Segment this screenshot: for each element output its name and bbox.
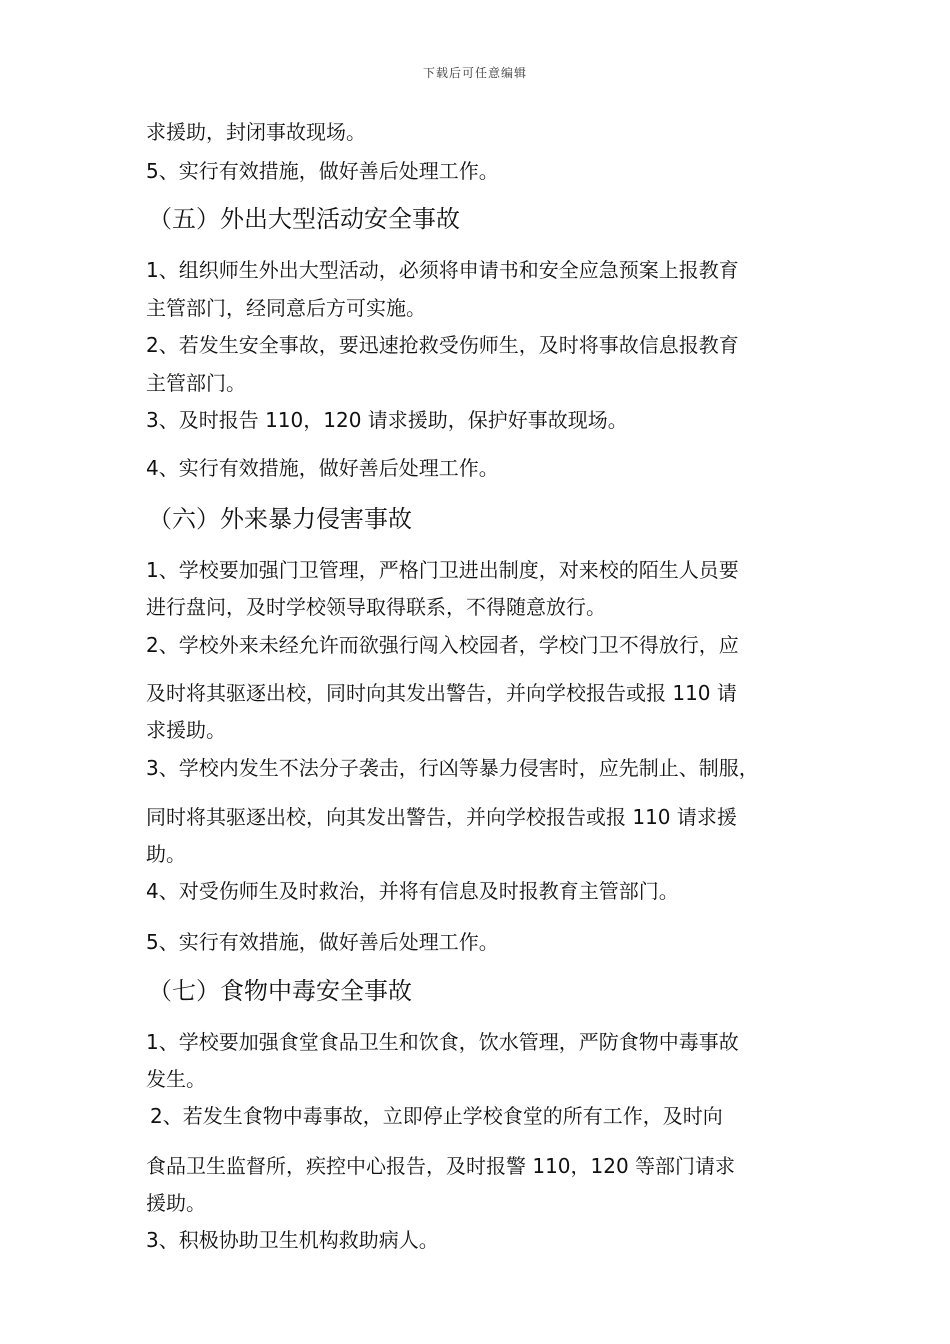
body-line: 3、学校内发生不法分子袭击，行凶等暴力侵害时，应先制止、制服， — [146, 756, 759, 780]
body-line: 5、实行有效措施，做好善后处理工作。 — [146, 930, 499, 954]
body-line: 发生。 — [146, 1067, 206, 1091]
body-line: 援助。 — [146, 1191, 206, 1215]
body-line: 4、实行有效措施，做好善后处理工作。 — [146, 456, 499, 480]
body-line: 求援助，封闭事故现场。 — [146, 120, 366, 144]
body-line: 进行盘问，及时学校领导取得联系，不得随意放行。 — [146, 595, 606, 619]
body-line: 3、及时报告 110，120 请求援助，保护好事故现场。 — [146, 408, 628, 432]
body-line: 1、学校要加强门卫管理，严格门卫进出制度，对来校的陌生人员要 — [146, 558, 739, 582]
body-line: 2、若发生食物中毒事故，立即停止学校食堂的所有工作，及时向 — [150, 1104, 723, 1128]
body-line: 食品卫生监督所，疾控中心报告，及时报警 110，120 等部门请求 — [146, 1154, 736, 1178]
body-line: 1、学校要加强食堂食品卫生和饮食，饮水管理，严防食物中毒事故 — [146, 1030, 739, 1054]
body-line: 求援助。 — [146, 718, 226, 742]
body-line: 4、对受伤师生及时救治，并将有信息及时报教育主管部门。 — [146, 879, 679, 903]
body-line: 2、若发生安全事故，要迅速抢救受伤师生，及时将事故信息报教育 — [146, 333, 739, 357]
body-line: 主管部门，经同意后方可实施。 — [146, 296, 426, 320]
section-heading-7: （七）食物中毒安全事故 — [148, 977, 412, 1005]
body-line: 5、实行有效措施，做好善后处理工作。 — [146, 159, 499, 183]
body-line: 1、组织师生外出大型活动，必须将申请书和安全应急预案上报教育 — [146, 258, 739, 282]
body-line: 2、学校外来未经允许而欲强行闯入校园者，学校门卫不得放行，应 — [146, 633, 739, 657]
body-line: 助。 — [146, 842, 186, 866]
section-heading-6: （六）外来暴力侵害事故 — [148, 505, 412, 533]
section-heading-5: （五）外出大型活动安全事故 — [148, 205, 460, 233]
page-header-note: 下载后可任意编辑 — [422, 66, 527, 80]
body-line: 3、积极协助卫生机构救助病人。 — [146, 1228, 439, 1252]
body-line: 同时将其驱逐出校，向其发出警告，并向学校报告或报 110 请求援 — [146, 805, 737, 829]
body-line: 主管部门。 — [146, 371, 246, 395]
body-line: 及时将其驱逐出校，同时向其发出警告，并向学校报告或报 110 请 — [146, 681, 737, 705]
